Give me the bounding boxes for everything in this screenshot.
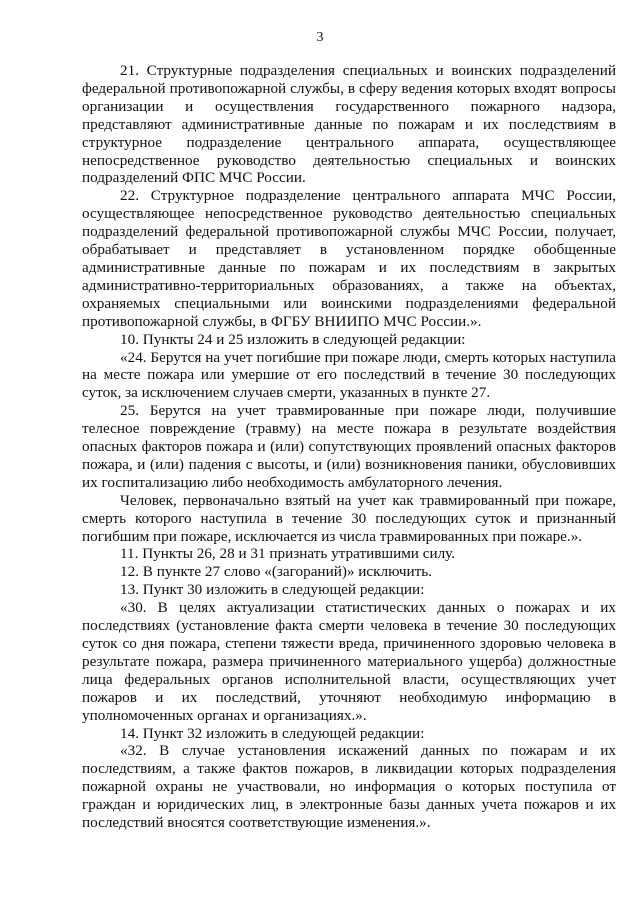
paragraph-item-11: 11. Пункты 26, 28 и 31 признать утратившими силу. [120, 545, 456, 563]
paragraph-22: 22. Структурное подразделение центрального аппарата МЧС России, осуществляющее непосредственное руководство деятельностью специальных подразделений федеральной противопожарной службы МЧС России, получает, обрабатывает и представляет в установленном порядке обобщенные административные данные по пожарам и их последствиям в закрытых административно-территориальных образованиях, а также на объектах, охраняемых специальными или воинскими подразделениями федеральной противопожарной службы, в ФГБУ ВНИИПО МЧС России.». [82, 187, 616, 330]
paragraph-25-continued: Человек, первоначально взятый на учет как травмированный при пожаре, смерть которого наступила в течение 30 последующих суток и признанный погибшим при пожаре, исключается из числа травмированных при пожаре.». [82, 491, 616, 545]
paragraph-25: 25. Берутся на учет травмированные при пожаре люди, получившие телесное повреждение (травму) на месте пожара в результате воздействия опасных факторов пожара и (или) сопутствующих проявлений опасных факторов пожара, и (или) падения с высоты, и (или) возникновения паники, обусловивших их госпитализацию либо необходимость амбулаторного лечения. [82, 402, 616, 491]
paragraph-32: «32. В случае установления искажений данных по пожарам и их последствиям, а также фактов пожаров, в ликвидации которых подразделения пожарной охраны не участвовали, но информация о которых поступила от граждан и юридических лиц, в электронные базы данных учета пожаров и их последствий вносятся соответствующие изменения.». [82, 742, 616, 832]
paragraph-30: «30. В целях актуализации статистических данных о пожарах и их последствиях (установление факта смерти человека в течение 30 последующих суток со дня пожара, степени тяжести вреда, причиненного здоровью человека в результате пожара, размера причиненного материального ущерба) должностные лица федеральных органов исполнительной власти, осуществляющих учет пожаров и их последствий, уточняют необходимую информацию в уполномоченных органах и организациях.». [82, 599, 616, 724]
page-number: 3 [316, 30, 324, 45]
paragraph-item-12: 12. В пункте 27 слово «(загораний)» исключить. [120, 563, 432, 581]
paragraph-item-13: 13. Пункт 30 изложить в следующей редакции: [120, 581, 425, 599]
paragraph-item-10: 10. Пункты 24 и 25 изложить в следующей редакции: [120, 330, 466, 348]
paragraph-item-14: 14. Пункт 32 изложить в следующей редакции: [120, 724, 425, 742]
paragraph-24: «24. Берутся на учет погибшие при пожаре люди, смерть которых наступила на месте пожара или умершие от его последствий в течение 30 последующих суток, за исключением случаев смерти, указанных в пункте 27. [82, 348, 616, 402]
paragraph-21: 21. Структурные подразделения специальных и воинских подразделений федеральной противопожарной службы, в сферу ведения которых входят вопросы организации и осуществления государственного пожарного надзора, представляют административные данные по пожарам и их последствиям в структурное подразделение центрального аппарата, осуществляющее непосредственное руководство деятельностью специальных и воинских подразделений ФПС МЧС России. [82, 62, 616, 187]
document-body [82, 62, 616, 832]
